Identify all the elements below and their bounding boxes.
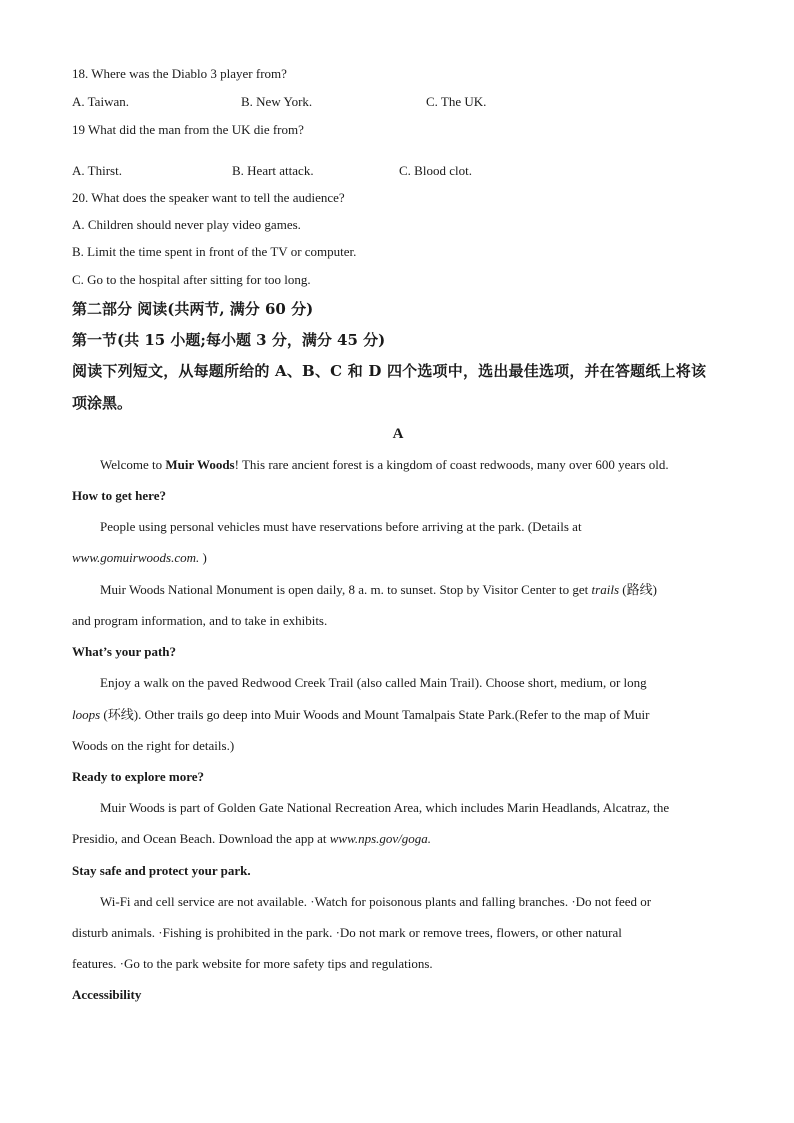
heading-ready-to-explore: Ready to explore more?: [72, 769, 205, 784]
passage-label: A: [392, 426, 404, 442]
part-2-title: 第二部分 阅读(共两节, 满分 60 分): [72, 300, 314, 318]
q19-option-b: B. Heart attack.: [232, 163, 314, 178]
paragraph-trails: Enjoy a walk on the paved Redwood Creek Trail (also called Main Trail). Choose short, medium, or long: [100, 675, 647, 690]
paragraph-safety: Wi-Fi and cell service are not available. ·Watch for poisonous plants and falling branches. ·Do not feed or: [100, 894, 652, 909]
paragraph-hours: Muir Woods National Monument is open daily, 8 a. m. to sunset. Stop by Visitor Center to get trails (路线): [100, 582, 657, 597]
paragraph-reservations-url: www.gomuirwoods.com. ): [72, 550, 207, 565]
paragraph-trails-cont: loops (环线). Other trails go deep into Muir Woods and Mount Tamalpais State Park.(Refer to the map of Muir: [72, 707, 650, 722]
passage-intro: Welcome to Muir Woods! This rare ancient forest is a kingdom of coast redwoods, many over 600 years old.: [100, 457, 669, 472]
section-1-title: 第一节(共 15 小题;每小题 3 分，满分 45 分): [72, 331, 386, 349]
question-20: 20. What does the speaker want to tell the audience?: [72, 190, 345, 205]
q18-option-a: A. Taiwan.: [72, 94, 129, 109]
heading-accessibility: Accessibility: [72, 987, 142, 1002]
q20-option-b: B. Limit the time spent in front of the TV or computer.: [72, 244, 357, 259]
q19-option-a: A. Thirst.: [72, 163, 122, 178]
instruction-line-1: 阅读下列短文，从每题所给的 A、B、C 和 D 四个选项中，选出最佳选项，并在答题纸上将该: [72, 362, 707, 380]
paragraph-safety-end: features. ·Go to the park website for more safety tips and regulations.: [72, 956, 433, 971]
paragraph-golden-gate-cont: Presidio, and Ocean Beach. Download the app at www.nps.gov/goga.: [72, 831, 432, 846]
q20-option-a: A. Children should never play video games.: [72, 217, 301, 232]
paragraph-golden-gate: Muir Woods is part of Golden Gate National Recreation Area, which includes Marin Headlands, Alcatraz, the: [100, 800, 670, 815]
gomuirwoods-link[interactable]: www.gomuirwoods.com.: [72, 550, 200, 565]
q18-option-b: B. New York.: [241, 94, 313, 109]
heading-stay-safe: Stay safe and protect your park.: [72, 863, 251, 878]
question-19: 19 What did the man from the UK die from?: [72, 122, 304, 137]
nps-link[interactable]: www.nps.gov/goga.: [329, 831, 432, 846]
question-18: 18. Where was the Diablo 3 player from?: [72, 66, 287, 81]
paragraph-trails-end: Woods on the right for details.): [72, 738, 235, 753]
paragraph-safety-cont: disturb animals. ·Fishing is prohibited in the park. ·Do not mark or remove trees, flowers, or other natural: [72, 925, 622, 940]
q19-option-c: C. Blood clot.: [399, 163, 472, 178]
q20-option-c: C. Go to the hospital after sitting for too long.: [72, 272, 311, 287]
heading-how-to-get-here: How to get here?: [72, 488, 166, 503]
instruction-line-2: 项涂黑。: [72, 394, 133, 412]
q18-option-c: C. The UK.: [426, 94, 487, 109]
paragraph-reservations: People using personal vehicles must have reservations before arriving at the park. (Details at: [100, 519, 582, 534]
paragraph-hours-cont: and program information, and to take in exhibits.: [72, 613, 328, 628]
muir-woods-bold: Muir Woods: [165, 457, 235, 472]
heading-whats-your-path: What’s your path?: [72, 644, 177, 659]
